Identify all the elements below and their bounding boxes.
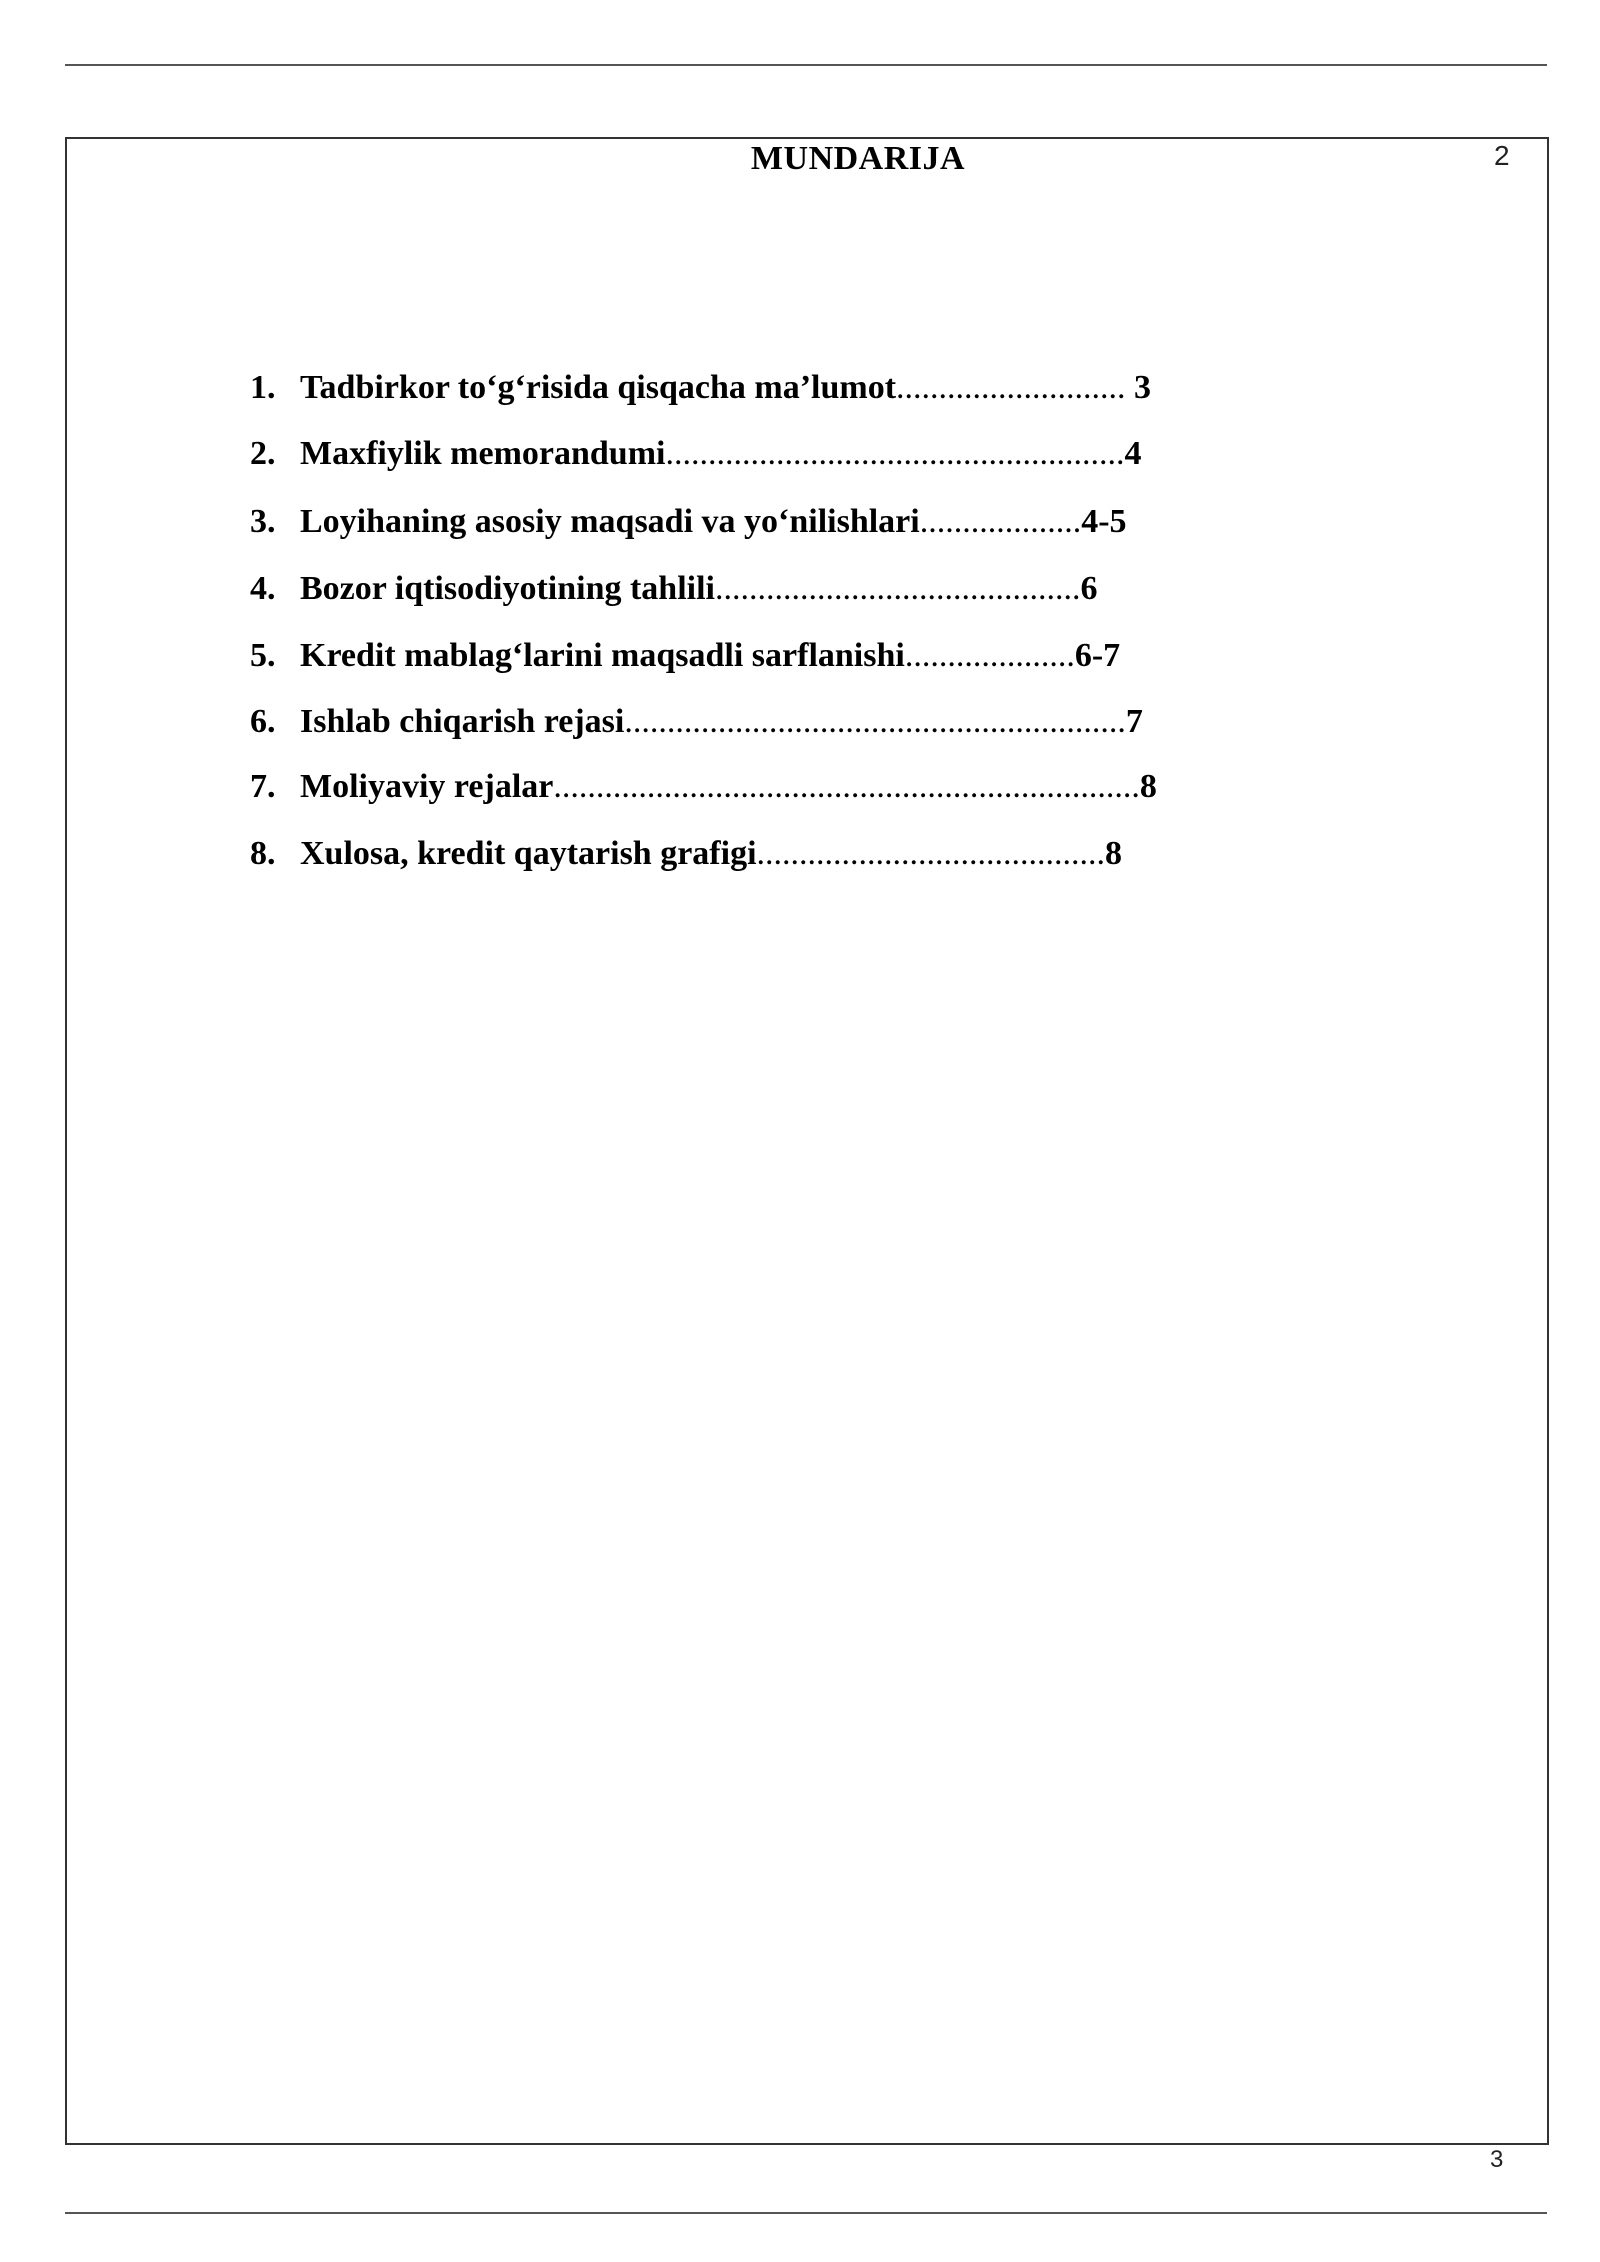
toc-item-number: 2. (250, 435, 276, 472)
toc-item[interactable] (250, 834, 1122, 874)
toc-item-number: 3. (250, 503, 276, 540)
toc-item-number: 7. (250, 768, 276, 805)
toc-item-title: Moliyaviy rejalar (300, 768, 554, 805)
toc-item-page: 8 (1139, 768, 1157, 805)
inner-page-number: 2 (1494, 140, 1510, 171)
toc-item-page: 4 (1124, 435, 1142, 472)
toc-item-title: Tadbirkor to‘g‘risida qisqacha ma’lumot (300, 369, 897, 406)
toc-item-title: Xulosa, kredit qaytarish grafigi (300, 835, 757, 872)
toc-item-leader: ........................... (896, 369, 1135, 406)
toc-item[interactable] (250, 368, 1151, 408)
toc-item-leader: ......................................... (756, 835, 1106, 872)
toc-item-title: Ishlab chiqarish rejasi (300, 703, 625, 740)
toc-item-leader: ...................................................... (665, 435, 1125, 472)
toc-item-number: 4. (250, 570, 276, 607)
toc-item[interactable] (250, 767, 1157, 807)
footer-page-number: 3 (1490, 2146, 1504, 2173)
toc-item-title: Loyihaning asosiy maqsadi va yo‘nilishlari (300, 503, 920, 540)
toc-item[interactable] (250, 569, 1098, 609)
toc-item[interactable] (250, 434, 1141, 474)
toc-item-page: 7 (1125, 703, 1143, 740)
toc-item[interactable] (250, 702, 1143, 742)
toc-item-leader: ..................................................................... (553, 768, 1140, 805)
toc-item-page: 6-7 (1074, 637, 1121, 674)
toc-item-leader: ........................................................... (624, 703, 1126, 740)
toc-item-page: 3 (1134, 369, 1152, 406)
toc-item-leader: .................... (904, 637, 1075, 674)
toc-item-title: Kredit mablag‘larini maqsadli sarflanishi (300, 637, 905, 674)
toc-item-number: 8. (250, 835, 276, 872)
toc-item-number: 5. (250, 637, 276, 674)
toc-item-page: 8 (1105, 835, 1123, 872)
page-title: MUNDARIJA (750, 140, 966, 177)
toc-item-title: Maxfiylik memorandumi (300, 435, 666, 472)
header-rule (65, 64, 1547, 66)
toc-item-leader: ................... (919, 503, 1082, 540)
toc-item-number: 6. (250, 703, 276, 740)
toc-item-page: 4-5 (1081, 503, 1127, 540)
toc-item-leader: ........................................... (715, 570, 1081, 607)
footer-rule (65, 2212, 1547, 2214)
toc-item[interactable] (250, 502, 1127, 542)
toc-item-title: Bozor iqtisodiyotining tahlili (300, 570, 716, 607)
toc-item[interactable] (250, 636, 1120, 676)
toc-item-page: 6 (1080, 570, 1098, 607)
toc-item-number: 1. (250, 369, 276, 406)
